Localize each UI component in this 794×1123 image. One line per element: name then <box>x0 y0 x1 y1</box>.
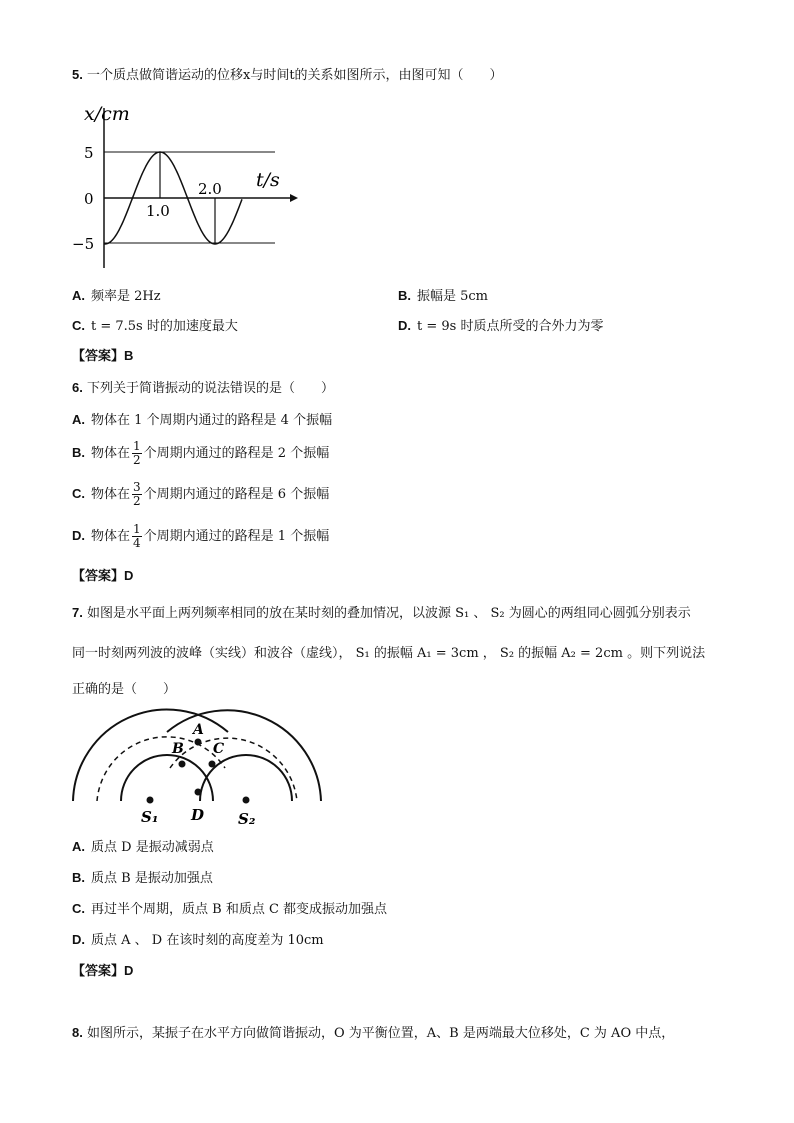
q7-answer: 【答案】D <box>72 963 134 978</box>
q5-option-d: D. t = 9s 时质点所受的合外力为零 <box>398 318 604 334</box>
source-s2 <box>243 797 250 804</box>
q6-option-b: B. 物体在 $\frac{1}{2}$ 个周期内通过的路程是 2 个振幅 <box>72 439 330 467</box>
q7-option-a: A. 质点 D 是振动减弱点 <box>72 839 214 855</box>
label-d: D <box>191 806 205 824</box>
q5-option-a: A. 频率是 2Hz <box>72 288 161 304</box>
label-s2: S₂ <box>238 810 256 828</box>
q7-stem-line1: 7. 如图是水平面上两列频率相同的放在某时刻的叠加情况，以波源 S₁ 、 S₂ 为圆心的两组同心圆弧分别表示 <box>72 605 691 621</box>
q7-wave-interference-diagram <box>70 708 325 830</box>
q7-stem-line2: 同一时刻两列波的波峰（实线）和波谷（虚线）， S₁ 的振幅 A₁ = 3cm ， S₂ 的振幅 A₂ = 2cm 。则下列说法 <box>72 646 706 661</box>
label-c: C <box>213 741 225 757</box>
q5-x-axis-label: t/s <box>256 169 280 191</box>
q7-stem-line3: 正确的是（ ） <box>72 682 177 697</box>
fraction-1-2: $\frac{1}{2}$ <box>133 439 141 467</box>
q5-y-tick-0: 0 <box>84 190 94 208</box>
q6-option-a: A. 物体在 1 个周期内通过的路程是 4 个振幅 <box>72 412 333 428</box>
point-a <box>195 739 202 746</box>
q5-option-b: B. 振幅是 5cm <box>398 288 489 304</box>
q5-x-tick-2: 2.0 <box>198 180 222 198</box>
fraction-1-4: $\frac{1}{4}$ <box>133 522 141 550</box>
q5-option-c: C. t = 7.5s 时的加速度最大 <box>72 318 238 334</box>
point-c <box>209 761 216 768</box>
q5-x-tick-1: 1.0 <box>146 202 170 220</box>
q5-displacement-time-graph <box>70 96 310 276</box>
q6-option-c: C. 物体在 $\frac{3}{2}$ 个周期内通过的路程是 6 个振幅 <box>72 480 330 508</box>
point-d <box>195 789 202 796</box>
q5-stem-text: 一个质点做简谐运动的位移x与时间t的关系如图所示，由图可知（ ） <box>86 68 503 83</box>
q5-number: 5. <box>72 67 83 82</box>
source-s1 <box>147 797 154 804</box>
q6-option-d: D. 物体在 $\frac{1}{4}$ 个周期内通过的路程是 1 个振幅 <box>72 522 330 550</box>
point-b <box>179 761 186 768</box>
fraction-3-2: $\frac{3}{2}$ <box>133 480 141 508</box>
q5-y-axis-label: x/cm <box>84 103 130 125</box>
q6-answer: 【答案】D <box>72 568 134 583</box>
q5-stem <box>72 66 503 85</box>
q7-option-d: D. 质点 A 、 D 在该时刻的高度差为 10cm <box>72 932 324 948</box>
q5-answer: 【答案】B <box>72 348 134 363</box>
q5-y-tick-neg5: −5 <box>72 235 95 253</box>
label-s1: S₁ <box>141 808 159 826</box>
q7-option-b: B. 质点 B 是振动加强点 <box>72 870 213 886</box>
q5-y-tick-5: 5 <box>84 144 94 162</box>
q7-option-c: C. 再过半个周期，质点 B 和质点 C 都变成振动加强点 <box>72 901 388 917</box>
label-a: A <box>193 722 204 738</box>
q8-stem: 8. 如图所示，某振子在水平方向做简谐振动，O 为平衡位置，A、B 是两端最大位移处，C 为 AO 中点， <box>72 1025 675 1041</box>
q6-stem: 6. 下列关于简谐振动的说法错误的是（ ） <box>72 380 334 396</box>
label-b: B <box>172 741 184 757</box>
